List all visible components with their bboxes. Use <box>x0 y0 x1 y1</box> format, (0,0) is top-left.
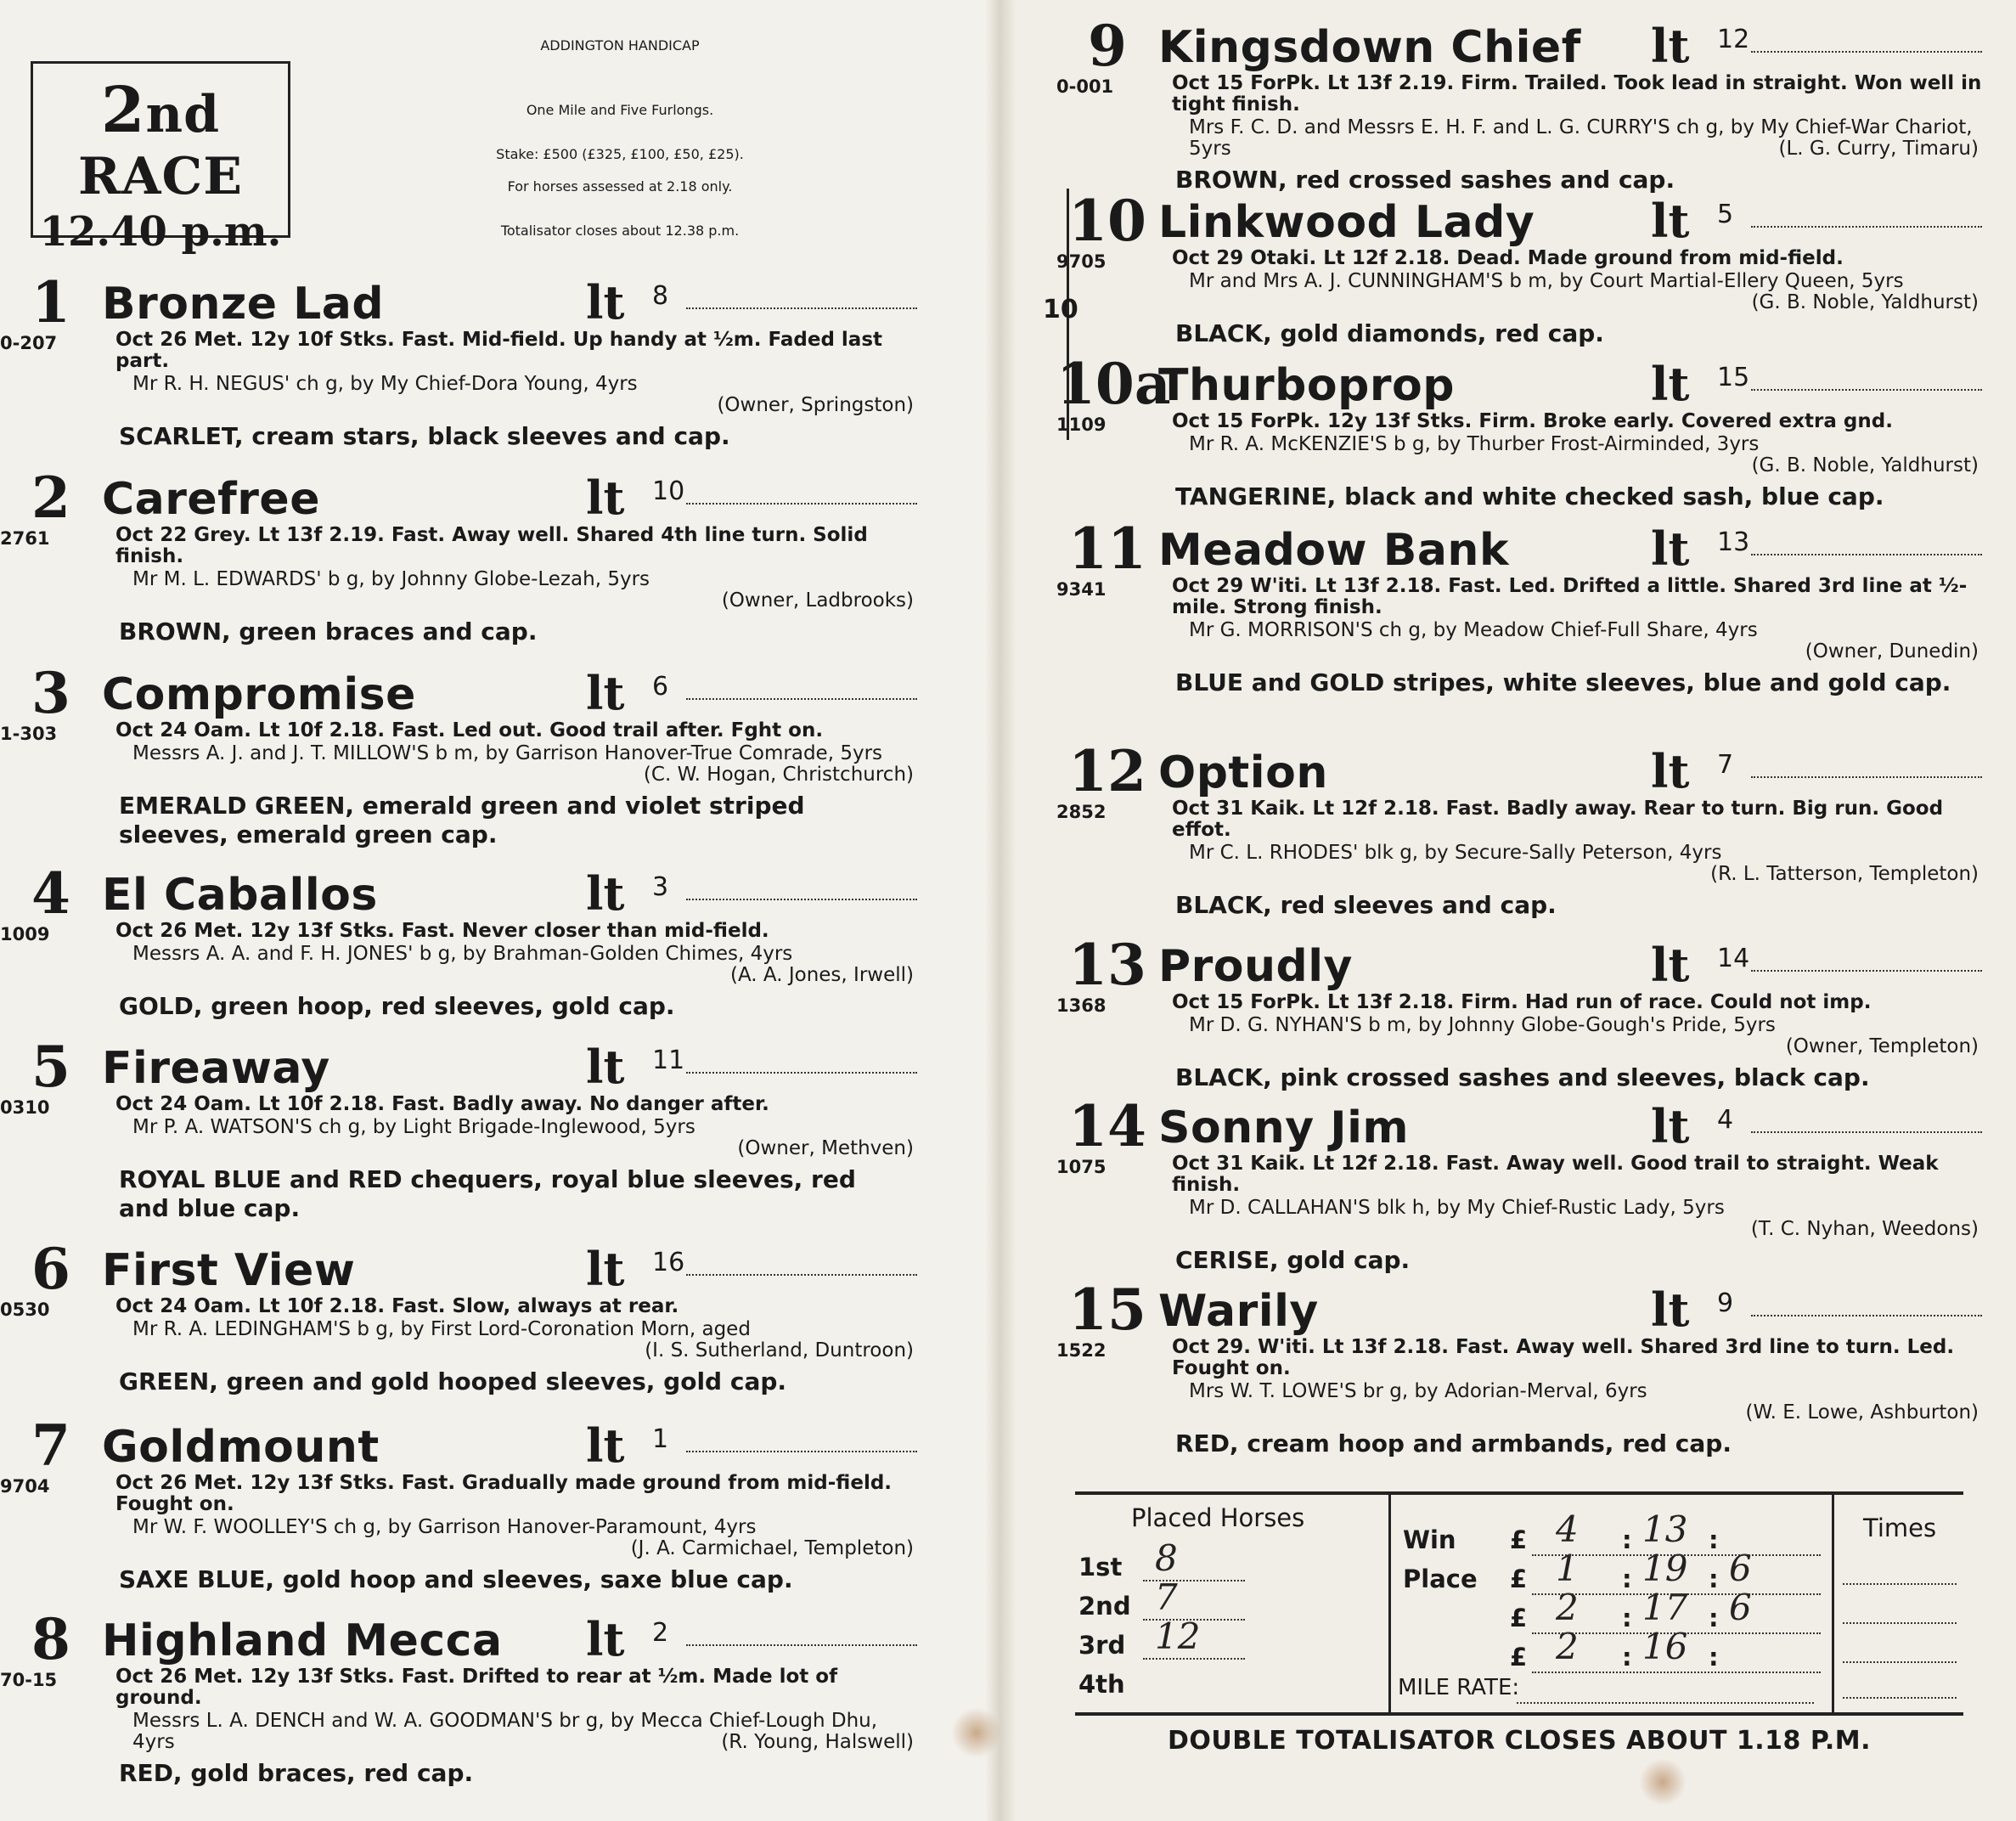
trainer-location: (R. L. Tatterson, Templeton) <box>1710 863 1979 885</box>
entry-line <box>1843 1661 1957 1663</box>
entry-line <box>1143 1580 1245 1581</box>
horse-name: Fireaway <box>102 1043 330 1094</box>
last-start-comment: Oct 31 Kaik. Lt 12f 2.18. Fast. Badly away. Rear to turn. Big run. Good effot. <box>1172 798 1944 841</box>
horse-entry <box>0 860 917 1062</box>
horse-name: Highland Mecca <box>102 1615 503 1666</box>
owner-breeding: Mr D. CALLAHAN'S blk h, by My Chief-Rustic Lady, 5yrs <box>1189 1197 1725 1219</box>
odds-entry-line <box>1751 776 1982 778</box>
horse-name: Warily <box>1158 1286 1319 1337</box>
form-figures: 2761 <box>0 528 50 549</box>
horse-entry <box>1056 516 1982 717</box>
odds-entry-line <box>1751 1315 1982 1316</box>
win-pounds: 4 <box>1556 1508 1579 1550</box>
racing-colours: GOLD, green hoop, red sleeves, gold cap. <box>119 992 675 1020</box>
form-figures: 1368 <box>1056 995 1107 1016</box>
race-assessed: For horses assessed at 2.18 only. <box>507 178 733 195</box>
horse-name: Thurboprop <box>1158 360 1455 411</box>
entry-line <box>1843 1583 1957 1585</box>
colon: : <box>1709 1525 1719 1554</box>
place-pounds: 2 <box>1556 1626 1579 1667</box>
horse-number: 2 <box>31 465 70 531</box>
horse-number: 8 <box>31 1606 70 1672</box>
place-shillings: 17 <box>1642 1587 1688 1628</box>
horse-name: Option <box>1158 747 1328 798</box>
horse-entry <box>0 465 917 666</box>
form-figures: 1109 <box>1056 414 1107 435</box>
odds-value: 7 <box>1717 750 1734 780</box>
last-start-comment: Oct 26 Met. 12y 13f Stks. Fast. Never closer than mid-field. <box>115 920 769 942</box>
trainer-location: (L. G. Curry, Timaru) <box>1778 138 1979 160</box>
horse-number: 10a <box>1056 351 1171 417</box>
last-start-comment: Oct 26 Met. 12y 10f Stks. Fast. Mid-field. Up handy at ½m. Faded last part. <box>115 329 883 372</box>
race-time: 12.40 p.m. <box>39 208 282 256</box>
owner-breeding: Mr P. A. WATSON'S ch g, by Light Brigade-Inglewood, 5yrs <box>132 1116 695 1138</box>
trainer-location: (Owner, Springston) <box>717 394 914 416</box>
form-figures: 9705 <box>1056 251 1107 272</box>
horse-number: 3 <box>31 660 70 726</box>
trainer-location: (T. C. Nyhan, Weedons) <box>1750 1218 1979 1240</box>
odds-value: 10 <box>652 476 685 506</box>
horse-number: 10 <box>1068 188 1146 254</box>
racing-colours: GREEN, green and gold hooped sleeves, gold cap. <box>119 1367 787 1395</box>
racing-colours: ROYAL BLUE and RED chequers, royal blue sleeves, red and blue cap. <box>119 1165 856 1222</box>
place-shillings: 16 <box>1642 1626 1688 1667</box>
results-divider <box>1832 1495 1834 1712</box>
colon: : <box>1622 1643 1632 1672</box>
odds-entry-line <box>686 1644 917 1646</box>
odds-value: 8 <box>652 281 669 311</box>
odds-value: 3 <box>652 872 669 902</box>
times-heading: Times <box>1863 1514 1937 1542</box>
horse-entry <box>0 1034 917 1235</box>
entry-line <box>1532 1593 1821 1595</box>
entry-line <box>1843 1697 1957 1699</box>
last-start-comment: Oct 31 Kaik. Lt 12f 2.18. Fast. Away well. Good trail to straight. Weak finish. <box>1172 1153 1939 1196</box>
horse-name: Carefree <box>102 474 320 525</box>
owner-breeding: Mr M. L. EDWARDS' b g, by Johnny Globe-Lezah, 5yrs <box>132 568 650 590</box>
owner-breeding: Mr and Mrs A. J. CUNNINGHAM'S b m, by Court Martial-Ellery Queen, 5yrs <box>1189 270 1904 292</box>
race-number: 2 <box>100 74 146 147</box>
horse-name: Compromise <box>102 669 416 720</box>
mile-rate-label: MILE RATE: <box>1398 1675 1520 1700</box>
odds-value: 9 <box>1717 1288 1734 1318</box>
horse-number: 6 <box>31 1236 70 1302</box>
owner-breeding: Mr C. L. RHODES' blk g, by Secure-Sally Peterson, 4yrs <box>1189 842 1722 864</box>
race-title: ADDINGTON HANDICAP <box>540 37 700 54</box>
racing-colours: BROWN, red crossed sashes and cap. <box>1175 166 1675 194</box>
place-label: 1st <box>1078 1553 1123 1581</box>
trainer-location: (I. S. Sutherland, Duntroon) <box>645 1339 914 1362</box>
racing-colours: BLACK, pink crossed sashes and sleeves, black cap. <box>1175 1063 1870 1091</box>
race-stake: Stake: £500 (£325, £100, £50, £25). <box>496 146 744 162</box>
form-figures: 1522 <box>1056 1340 1107 1361</box>
trainer-location: (Owner, Templeton) <box>1785 1035 1979 1057</box>
colon: : <box>1622 1604 1632 1632</box>
colon: : <box>1622 1564 1632 1593</box>
odds-entry-line <box>686 899 917 900</box>
horse-number: 9 <box>1088 13 1127 79</box>
racing-colours: BROWN, green braces and cap. <box>119 617 538 646</box>
results-divider <box>1388 1495 1391 1712</box>
coupled-entry-label: 10 <box>1043 295 1078 324</box>
owner-breeding: Mr R. A. McKENZIE'S b g, by Thurber Frost-Airminded, 3yrs <box>1189 433 1760 455</box>
totalisator-closes: Totalisator closes about 12.38 p.m. <box>500 223 740 239</box>
last-start-comment: Oct 29 Otaki. Lt 12f 2.18. Dead. Made ground from mid-field. <box>1172 247 1844 269</box>
entry-line <box>1517 1702 1814 1704</box>
placed-horse-2nd: 7 <box>1155 1576 1178 1618</box>
form-figures: 1075 <box>1056 1157 1107 1177</box>
odds-entry-line <box>1751 226 1982 228</box>
place-label: 3rd <box>1078 1631 1126 1660</box>
horse-entry <box>1056 1277 1982 1478</box>
odds-entry-line <box>1751 51 1982 53</box>
win-label: Win <box>1403 1525 1456 1554</box>
last-start-comment: Oct 29 W'iti. Lt 13f 2.18. Fast. Led. Drifted a little. Shared 3rd line at ½-mile. Strong finish. <box>1172 575 1968 618</box>
trainer-location: (Owner, Ladbrooks) <box>721 589 914 612</box>
form-figures: 70-15 <box>0 1670 58 1690</box>
paper-stain <box>951 1707 1002 1758</box>
last-start-comment: Oct 26 Met. 12y 13f Stks. Fast. Gradually made ground from mid-field. Fought on. <box>115 1472 893 1515</box>
horse-number: 11 <box>1068 516 1146 582</box>
form-figures: 9341 <box>1056 579 1107 600</box>
horse-entry <box>0 1412 917 1614</box>
horse-entry <box>0 1606 917 1807</box>
racing-colours: TANGERINE, black and white checked sash, blue cap. <box>1175 482 1884 510</box>
entry-line <box>1143 1658 1245 1660</box>
last-start-comment: Oct 26 Met. 12y 13f Stks. Fast. Drifted to rear at ½m. Made lot of ground. <box>115 1666 838 1709</box>
odds-entry-line <box>686 1451 917 1452</box>
weight-label: lt <box>1651 1099 1690 1153</box>
entry-line <box>1843 1622 1957 1624</box>
last-start-comment: Oct 24 Oam. Lt 10f 2.18. Fast. Led out. Good trail after. Fght on. <box>115 719 824 741</box>
odds-entry-line <box>686 1274 917 1276</box>
odds-entry-line <box>686 503 917 505</box>
owner-breeding: Mr G. MORRISON'S ch g, by Meadow Chief-Full Share, 4yrs <box>1189 619 1758 641</box>
odds-value: 14 <box>1717 944 1750 973</box>
racing-colours: RED, cream hoop and armbands, red cap. <box>1175 1429 1732 1457</box>
trainer-location: (A. A. Jones, Irwell) <box>729 964 914 986</box>
entry-line <box>1532 1632 1821 1634</box>
horse-number: 5 <box>31 1034 70 1100</box>
racing-colours: RED, gold braces, red cap. <box>119 1759 474 1787</box>
horse-number: 7 <box>31 1412 70 1479</box>
weight-label: lt <box>1651 938 1690 992</box>
racing-colours: BLACK, gold diamonds, red cap. <box>1175 319 1604 347</box>
racing-colours: SAXE BLUE, gold hoop and sleeves, saxe blue cap. <box>119 1565 793 1593</box>
currency-symbol: £ <box>1510 1643 1528 1672</box>
horse-number: 15 <box>1068 1277 1146 1343</box>
place-pounds: 1 <box>1556 1548 1579 1589</box>
placed-horses-heading: Placed Horses <box>1131 1503 1305 1532</box>
form-figures: 0310 <box>0 1097 50 1118</box>
weight-label: lt <box>586 866 625 921</box>
last-start-comment: Oct 22 Grey. Lt 13f 2.19. Fast. Away well. Shared 4th line turn. Solid finish. <box>115 524 868 567</box>
last-start-comment: Oct 24 Oam. Lt 10f 2.18. Fast. Badly away. No danger after. <box>115 1093 769 1115</box>
trainer-location: (C. W. Hogan, Christchurch) <box>643 764 914 786</box>
odds-entry-line <box>686 698 917 700</box>
trainer-location: (G. B. Noble, Yaldhurst) <box>1751 454 1979 476</box>
place-shillings: 19 <box>1642 1548 1688 1589</box>
horse-number: 4 <box>31 860 70 927</box>
race-suffix: nd RACE <box>78 85 243 206</box>
owner-breeding: Messrs A. J. and J. T. MILLOW'S b m, by Garrison Hanover-True Comrade, 5yrs <box>132 742 883 764</box>
currency-symbol: £ <box>1510 1604 1528 1632</box>
horse-name: Bronze Lad <box>102 279 385 330</box>
horse-entry <box>0 660 917 861</box>
weight-label: lt <box>586 275 625 330</box>
weight-label: lt <box>1651 19 1690 73</box>
odds-entry-line <box>686 1072 917 1074</box>
weight-label: lt <box>1651 744 1690 798</box>
horse-name: Meadow Bank <box>1158 525 1510 576</box>
odds-value: 13 <box>1717 527 1750 557</box>
weight-label: lt <box>586 1612 625 1666</box>
horse-entry <box>0 269 917 471</box>
entry-line <box>1532 1672 1821 1673</box>
form-figures: 9704 <box>0 1476 50 1497</box>
currency-symbol: £ <box>1510 1525 1528 1554</box>
horse-number: 1 <box>31 269 70 335</box>
weight-label: lt <box>1651 521 1690 576</box>
trainer-location: (Owner, Methven) <box>737 1137 914 1159</box>
racing-colours: EMERALD GREEN, emerald green and violet striped sleeves, emerald green cap. <box>119 792 805 848</box>
race-distance: One Mile and Five Furlongs. <box>526 102 714 118</box>
trainer-location: (G. B. Noble, Yaldhurst) <box>1751 291 1979 313</box>
weight-label: lt <box>586 1040 625 1094</box>
owner-breeding: Messrs L. A. DENCH and W. A. GOODMAN'S br g, by Mecca Chief-Lough Dhu, 4yrs <box>132 1710 878 1753</box>
odds-value: 11 <box>652 1046 685 1075</box>
owner-breeding: Mr R. A. LEDINGHAM'S b g, by First Lord-Coronation Morn, aged <box>132 1318 751 1340</box>
odds-entry-line <box>1751 554 1982 555</box>
colon: : <box>1709 1564 1719 1593</box>
place-dividend-label: Place <box>1403 1564 1478 1593</box>
paper-stain <box>1639 1758 1687 1806</box>
page-gutter <box>985 0 1016 1821</box>
horse-name: El Caballos <box>102 870 378 921</box>
owner-breeding: Mrs W. T. LOWE'S br g, by Adorian-Merval, 6yrs <box>1189 1380 1647 1402</box>
horse-entry <box>0 1236 917 1437</box>
results-table <box>1075 1491 1963 1716</box>
horse-entry <box>1056 13 1982 214</box>
racing-colours: SCARLET, cream stars, black sleeves and cap. <box>119 422 730 450</box>
horse-name: Linkwood Lady <box>1158 197 1535 248</box>
last-start-comment: Oct 15 ForPk. 12y 13f Stks. Firm. Broke early. Covered extra gnd. <box>1172 410 1893 432</box>
placed-horse-1st: 8 <box>1155 1537 1178 1579</box>
place-label: 2nd <box>1078 1592 1131 1621</box>
owner-breeding: Mrs F. C. D. and Messrs E. H. F. and L. G. CURRY'S ch g, by My Chief-War Chariot, 5yrs <box>1189 116 1973 160</box>
odds-value: 16 <box>652 1248 685 1277</box>
odds-value: 12 <box>1717 25 1750 54</box>
place-pence: 6 <box>1729 1587 1752 1628</box>
horse-entry <box>1056 738 1982 939</box>
horse-name: Kingsdown Chief <box>1158 22 1581 73</box>
place-label: 4th <box>1078 1670 1125 1699</box>
trainer-location: (Owner, Dunedin) <box>1805 640 1979 662</box>
entry-line <box>1143 1619 1245 1621</box>
trainer-location: (R. Young, Halswell) <box>721 1731 914 1753</box>
owner-breeding: Mr W. F. WOOLLEY'S ch g, by Garrison Hanover-Paramount, 4yrs <box>132 1516 757 1538</box>
last-start-comment: Oct 15 ForPk. Lt 13f 2.19. Firm. Trailed. Took lead in straight. Won well in tight finish. <box>1172 72 1982 116</box>
double-totalisator-note: DOUBLE TOTALISATOR CLOSES ABOUT 1.18 P.M. <box>1168 1726 1871 1756</box>
weight-label: lt <box>1651 1283 1690 1337</box>
odds-value: 2 <box>652 1618 669 1648</box>
place-pounds: 2 <box>1556 1587 1579 1628</box>
trainer-location: (J. A. Carmichael, Templeton) <box>630 1537 914 1559</box>
weight-label: lt <box>586 666 625 720</box>
horse-name: Proudly <box>1158 941 1353 992</box>
currency-symbol: £ <box>1510 1564 1528 1593</box>
horse-number: 13 <box>1068 932 1146 998</box>
trainer-location: (W. E. Lowe, Ashburton) <box>1745 1401 1979 1424</box>
form-figures: 1009 <box>0 924 50 944</box>
form-figures: 2852 <box>1056 802 1107 822</box>
horse-name: Sonny Jim <box>1158 1102 1410 1153</box>
owner-breeding: Messrs A. A. and F. H. JONES' b g, by Brahman-Golden Chimes, 4yrs <box>132 943 793 965</box>
place-pence: 6 <box>1729 1548 1752 1589</box>
odds-entry-line <box>686 307 917 309</box>
racing-colours: BLUE and GOLD stripes, white sleeves, blue and gold cap. <box>1175 668 1951 696</box>
last-start-comment: Oct 29. W'iti. Lt 13f 2.18. Fast. Away well. Shared 3rd line to turn. Led. Fought on. <box>1172 1336 1955 1379</box>
owner-breeding: Mr D. G. NYHAN'S b m, by Johnny Globe-Gough's Pride, 5yrs <box>1189 1014 1776 1036</box>
win-shillings: 13 <box>1642 1508 1688 1550</box>
placed-horse-3rd: 12 <box>1155 1615 1201 1657</box>
weight-label: lt <box>1651 357 1690 411</box>
odds-value: 15 <box>1717 363 1750 392</box>
form-figures: 0530 <box>0 1300 50 1320</box>
colon: : <box>1709 1604 1719 1632</box>
horse-number: 14 <box>1068 1093 1146 1159</box>
odds-entry-line <box>1751 389 1982 391</box>
weight-label: lt <box>586 1418 625 1473</box>
odds-value: 5 <box>1717 200 1734 229</box>
colon: : <box>1709 1643 1719 1672</box>
odds-value: 6 <box>652 672 669 702</box>
last-start-comment: Oct 15 ForPk. Lt 13f 2.18. Firm. Had run of race. Could not imp. <box>1172 991 1872 1013</box>
horse-number: 12 <box>1068 738 1146 804</box>
owner-breeding: Mr R. H. NEGUS' ch g, by My Chief-Dora Young, 4yrs <box>132 373 638 395</box>
horse-name: Goldmount <box>102 1422 380 1473</box>
entry-line <box>1532 1554 1821 1556</box>
horse-name: First View <box>102 1245 356 1296</box>
weight-label: lt <box>586 471 625 525</box>
form-figures: 0-001 <box>1056 76 1114 97</box>
odds-entry-line <box>1751 1131 1982 1133</box>
last-start-comment: Oct 24 Oam. Lt 10f 2.18. Fast. Slow, always at rear. <box>115 1295 679 1317</box>
racing-colours: CERISE, gold cap. <box>1175 1246 1411 1274</box>
odds-entry-line <box>1751 970 1982 972</box>
form-figures: 0-207 <box>0 333 58 353</box>
racing-colours: BLACK, red sleeves and cap. <box>1175 891 1557 919</box>
colon: : <box>1622 1525 1632 1554</box>
odds-value: 1 <box>652 1424 669 1454</box>
weight-label: lt <box>586 1242 625 1296</box>
odds-value: 4 <box>1717 1105 1734 1135</box>
horse-entry <box>1056 1093 1982 1294</box>
race-number-box <box>31 61 290 256</box>
form-figures: 1-303 <box>0 724 58 744</box>
weight-label: lt <box>1651 194 1690 248</box>
